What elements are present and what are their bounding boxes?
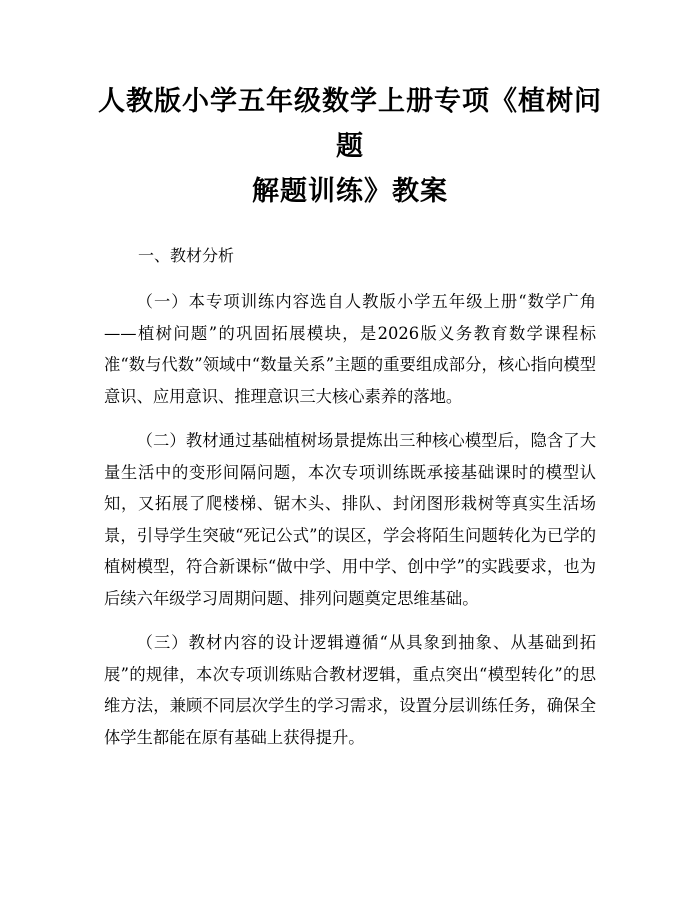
paragraph-3: （三）教材内容的设计逻辑遵循“从具象到抽象、从基础到拓展”的规律，本次专项训练贴合教材逻辑，重点突出“模型转化”的思维方法，兼顾不同层次学生的学习需求，设置分层训练任务，确保全体学生都能在原有基础上获得提升。 xyxy=(104,633,596,747)
section-heading: 一、教材分析 xyxy=(138,246,235,265)
title-line-1: 人教版小学五年级数学上册专项《植树问题 xyxy=(98,86,602,162)
paragraph-1: （一）本专项训练内容选自人教版小学五年级上册“数学广角——植树问题”的巩固拓展模块，是2026版义务教育数学课程标准“数与代数”领域中“数量关系”主题的重要组成部分，核心指向模型意识、应用意识、推理意识三大核心素养的落地。 xyxy=(104,292,596,406)
paragraph-2: （二）教材通过基础植树场景提炼出三种核心模型后，隐含了大量生活中的变形间隔问题，本次专项训练既承接基础课时的模型认知，又拓展了爬楼梯、锯木头、排队、封闭图形栽树等真实生活场景，引导学生突破“死记公式”的误区，学会将陌生问题转化为已学的植树模型，符合新课标“做中学、用中学、创中学”的实践要求，也为后续六年级学习周期问题、排列问题奠定思维基础。 xyxy=(104,431,596,608)
title-line-2: 解题训练》教案 xyxy=(252,176,448,207)
document-title xyxy=(96,79,604,214)
